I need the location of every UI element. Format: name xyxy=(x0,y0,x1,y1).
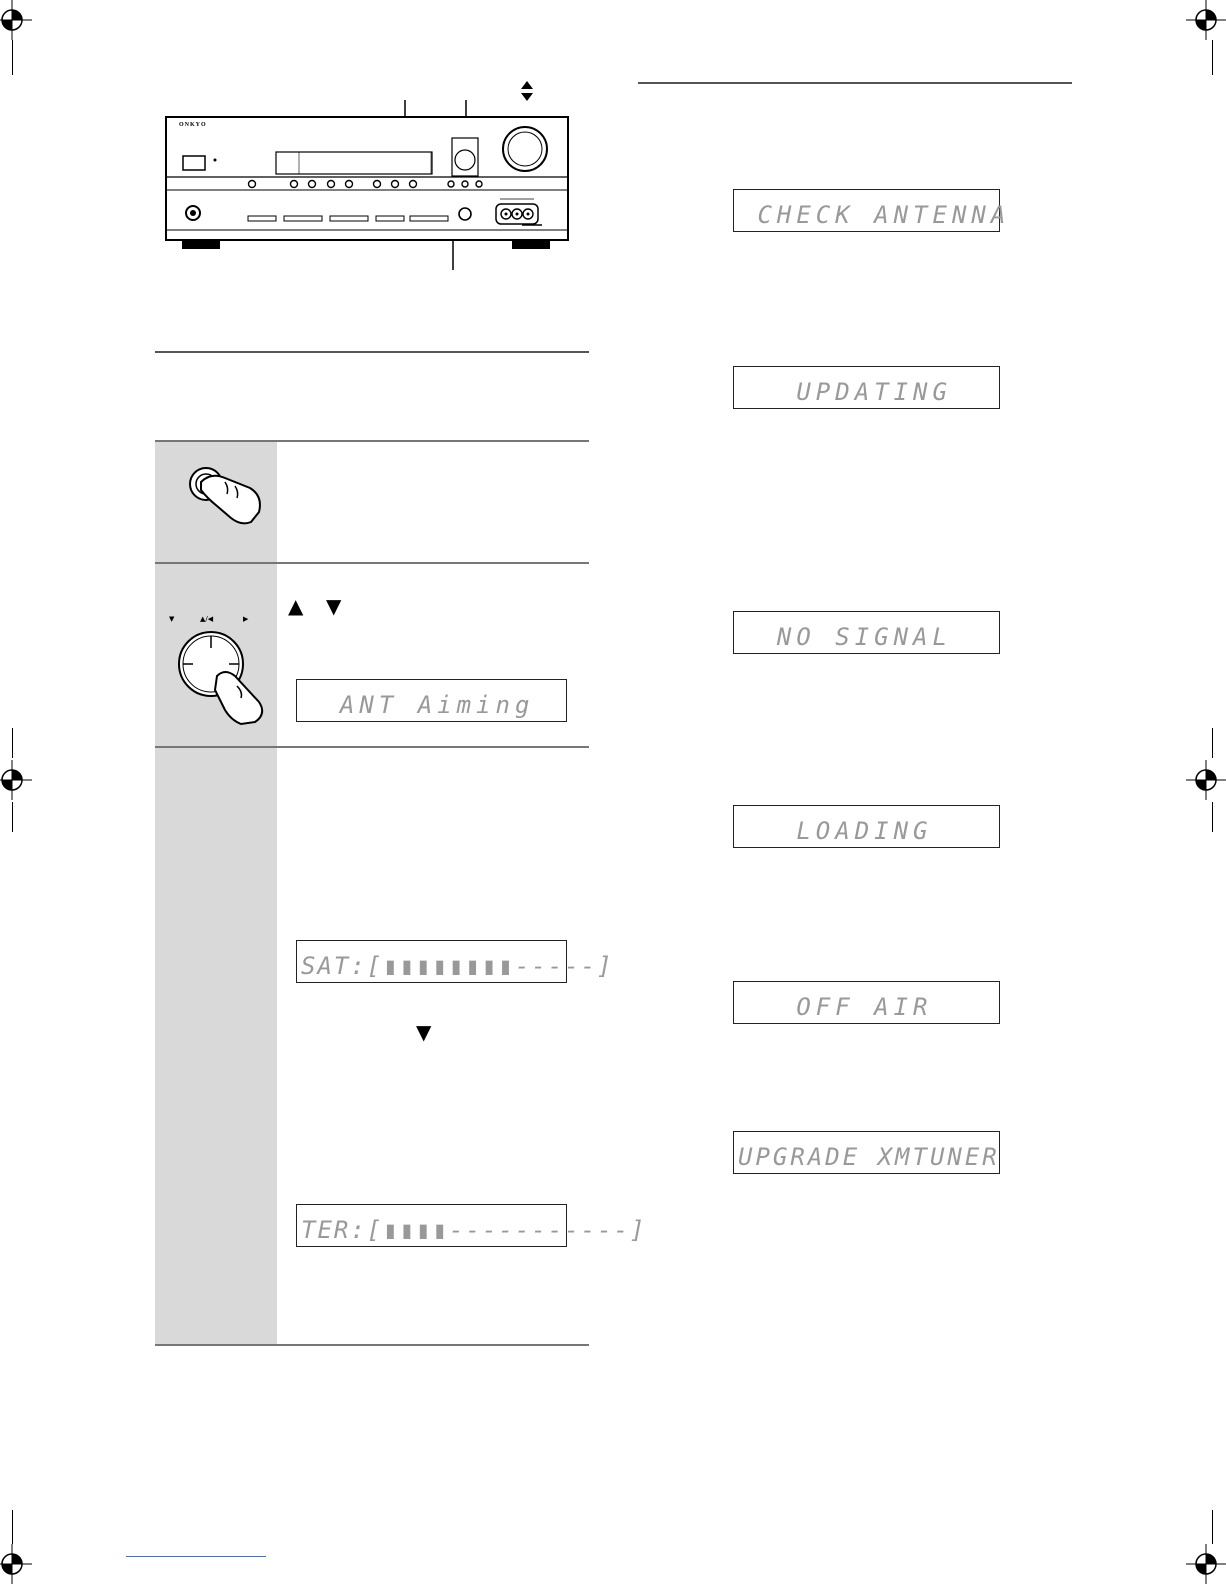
lcd-ant-aiming xyxy=(296,679,567,722)
lcd-text: UPGRADE XMTUNER xyxy=(738,1143,1000,1171)
lcd-text: SAT:[▮▮▮▮▮▮▮▮-----] xyxy=(301,952,614,980)
registration-mark-bottom-left xyxy=(0,1544,32,1584)
crop-line xyxy=(12,728,13,758)
registration-mark-bottom-right xyxy=(1186,1544,1226,1584)
receiver-front-panel-illustration xyxy=(150,80,590,280)
dial-label-right: ▶ xyxy=(243,615,249,623)
lcd-ter-signal xyxy=(296,1204,647,1247)
footer-link-underline[interactable] xyxy=(126,1556,266,1557)
lcd-text: NO SIGNAL xyxy=(738,623,952,651)
lcd-text: ANT Aiming xyxy=(301,691,535,719)
brand-logo: ONKYO xyxy=(179,122,207,128)
step-divider xyxy=(155,1344,589,1346)
step-2-illustration xyxy=(155,564,277,746)
press-button-icon xyxy=(155,442,277,562)
up-arrow-icon: ▲ xyxy=(288,594,304,618)
up-down-arrow-icon xyxy=(520,81,534,101)
lcd-text: CHECK ANTENNA xyxy=(738,201,1011,229)
crop-line xyxy=(1212,1510,1213,1544)
dial-label-left: ▼ xyxy=(169,615,175,623)
section-divider xyxy=(155,351,589,353)
step-3-illustration xyxy=(155,748,277,1344)
lcd-check-antenna xyxy=(733,189,1011,232)
crop-line xyxy=(12,40,13,75)
lcd-no-signal xyxy=(733,611,1000,654)
lcd-text: TER:[▮▮▮▮-----------] xyxy=(301,1216,647,1244)
dial-label-center: ▲/◀ xyxy=(200,615,214,623)
down-arrow-icon: ▼ xyxy=(416,1020,432,1044)
registration-mark-top-right xyxy=(1186,0,1226,40)
step-1-illustration xyxy=(155,442,277,562)
lcd-loading xyxy=(733,805,1000,848)
lcd-upgrade-xmtuner xyxy=(733,1131,1000,1174)
lcd-updating xyxy=(733,366,1000,409)
lcd-text: OFF AIR xyxy=(738,993,933,1021)
crop-line xyxy=(12,802,13,832)
crop-line xyxy=(1212,40,1213,75)
crop-line xyxy=(12,1510,13,1544)
section-divider xyxy=(638,82,1072,84)
crop-line xyxy=(1212,728,1213,758)
down-arrow-icon: ▼ xyxy=(326,594,342,618)
registration-mark-middle-left xyxy=(0,760,32,800)
registration-mark-middle-right xyxy=(1186,760,1226,800)
lcd-off-air xyxy=(733,981,1000,1024)
dial-press-icon xyxy=(155,564,277,746)
lcd-text: UPDATING xyxy=(738,378,952,406)
lcd-sat-signal xyxy=(296,940,614,983)
lcd-text: LOADING xyxy=(738,817,933,845)
crop-line xyxy=(1212,802,1213,832)
registration-mark-top-left xyxy=(0,0,32,40)
